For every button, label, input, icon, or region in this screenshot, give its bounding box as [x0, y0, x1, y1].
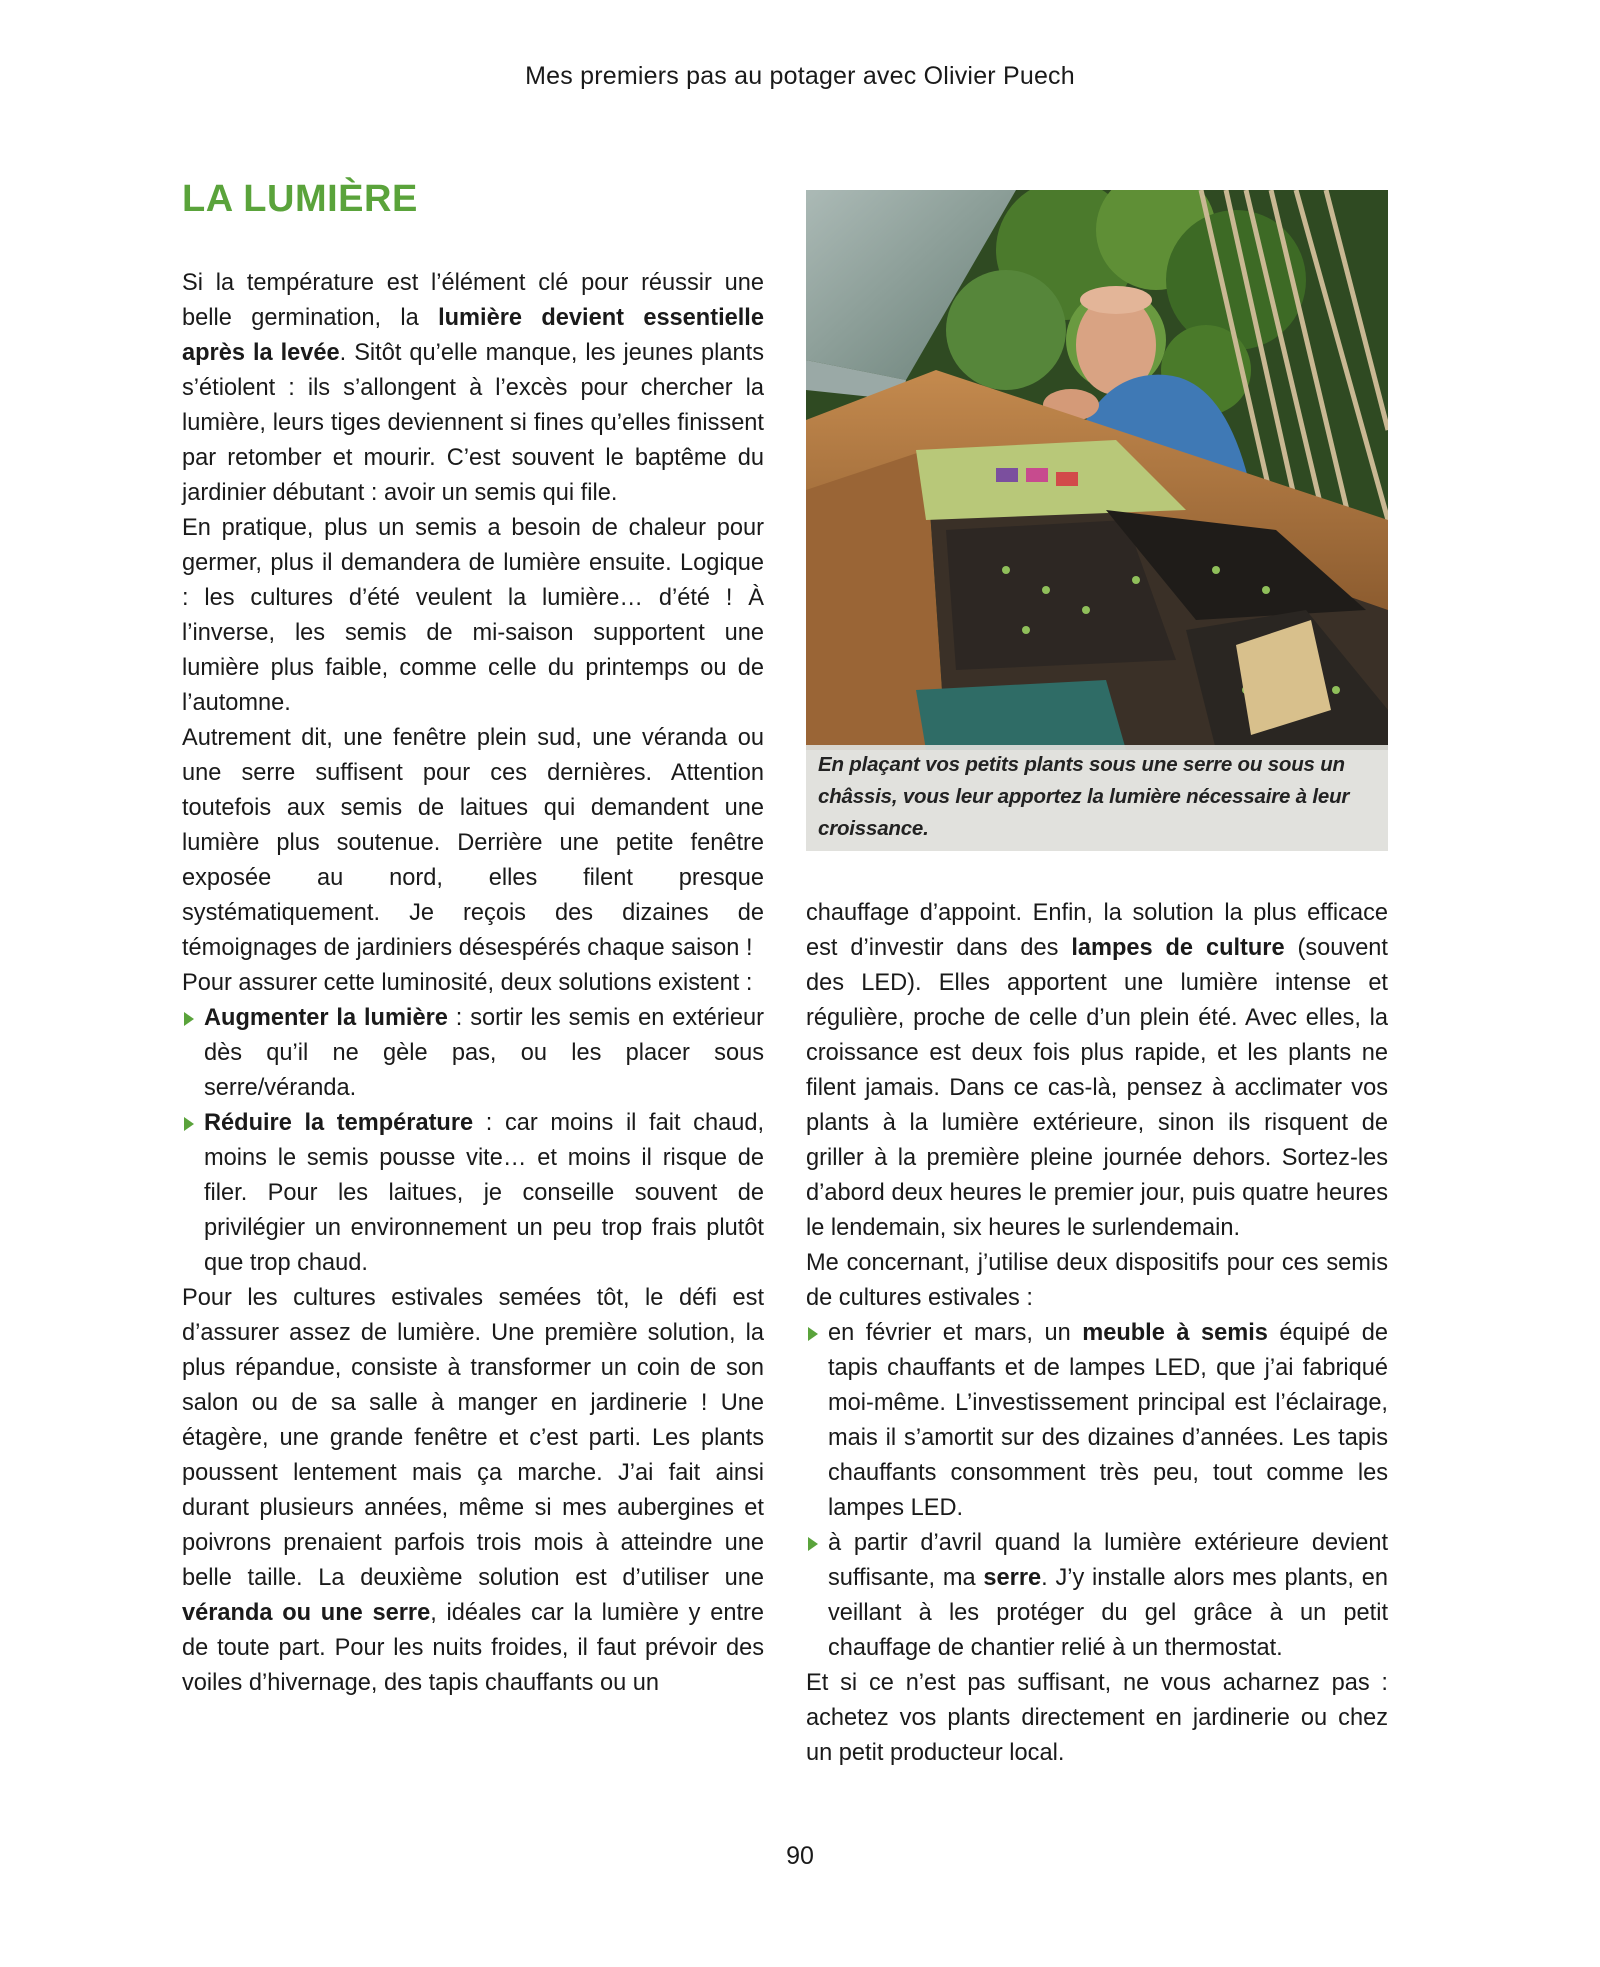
left-paragraph-5 — [182, 1281, 764, 1701]
bullet-item — [806, 1526, 1388, 1666]
section-title: LA LUMIÈRE — [182, 178, 418, 220]
bullet-triangle-icon — [184, 1012, 194, 1026]
bullet-triangle-icon — [808, 1327, 818, 1341]
right-paragraph-2: Me concernant, j’utilise deux dispositifs pour ces semis de cultures estivales : — [806, 1250, 1388, 1311]
photo-caption-box — [806, 745, 1388, 851]
text-run: en février et mars, un — [828, 1320, 1083, 1346]
bullet-item — [182, 1106, 764, 1281]
bold-run: lampes de culture — [1071, 935, 1285, 961]
photo-caption: En plaçant vos petits plants sous une serre ou sous un châssis, vous leur apportez la lumière nécessaire à leur croissance. — [818, 753, 1350, 840]
left-paragraph-3: Autrement dit, une fenêtre plein sud, une véranda ou une serre suffisent pour ces dernières. Attention toutefois aux semis de laitues qui demandent une lumière plus soutenue. Derrière une petite fenêtre exposée au nord, elles filent presque systématiquement. Je reçois des dizaines de témoignages de jardiniers désespérés chaque saison ! — [182, 725, 764, 961]
bold-run: serre — [983, 1565, 1042, 1591]
bullet-item — [182, 1001, 764, 1106]
bullet-triangle-icon — [184, 1117, 194, 1131]
text-run: : car moins il fait chaud, moins le semis pousse vite… et moins il risque de filer. Pour les laitues, je conseille souvent de privilégier un environnement un peu trop frais plutôt que trop chaud. — [204, 1110, 764, 1276]
gardener-photo — [806, 190, 1388, 750]
bold-run: véranda ou une serre — [182, 1600, 431, 1626]
left-column — [182, 266, 764, 1701]
running-head: Mes premiers pas au potager avec Olivier Puech — [525, 62, 1075, 90]
right-paragraph-1 — [806, 896, 1388, 1246]
bullet-triangle-icon — [808, 1537, 818, 1551]
text-run: Si la température est l’élément clé pour réussir une belle germination, la — [182, 270, 764, 331]
bold-run: Réduire la température — [204, 1110, 474, 1136]
right-paragraph-3: Et si ce n’est pas suffisant, ne vous acharnez pas : achetez vos plants directement en jardinerie ou chez un petit producteur local. — [806, 1670, 1388, 1766]
left-paragraph-2: En pratique, plus un semis a besoin de chaleur pour germer, plus il demandera de lumière ensuite. Logique : les cultures d’été veulent la lumière… d’été ! À l’inverse, les semis de mi-saison supportent une lumière plus faible, comme celle du printemps ou de l’automne. — [182, 515, 764, 716]
text-run: (souvent des LED). Elles apportent une lumière intense et régulière, proche de celle d’un plein été. Avec elles, la croissance est deux fois plus rapide, et les plants ne filent jamais. Dans ce cas-là, pensez à acclimater vos plants à la lumière extérieure, sinon ils risquent de griller à la première pleine journée dehors. Sortez-les d’abord deux heures le premier jour, puis quatre heures le lendemain, six heures le surlendemain. — [806, 935, 1388, 1241]
bold-run: meuble à semis — [1082, 1320, 1268, 1346]
text-run: Pour les cultures estivales semées tôt, le défi est d’assurer assez de lumière. Une première solution, la plus répandue, consiste à transformer un coin de son salon ou de sa salle à manger en jardinerie ! Une étagère, une grande fenêtre et c’est parti. Les plants poussent lentement mais ça marche. J’ai fait ainsi durant plusieurs années, même si mes aubergines et poivrons prenaient parfois trois mois à atteindre une belle taille. La deuxième solution est d’utiliser une — [182, 1285, 764, 1591]
page-number: 90 — [786, 1842, 814, 1870]
bullet-item — [806, 1316, 1388, 1526]
text-run: chauffage d’appoint. Enfin, la solution la plus efficace est d’investir dans des — [806, 900, 1388, 961]
bold-run: lumière devient essentielle après la levée — [182, 305, 764, 366]
bold-run: Augmenter la lumière — [204, 1005, 448, 1031]
text-run: , idéales car la lumière y entre de toute part. Pour les nuits froides, il faut prévoir des voiles d’hivernage, des tapis chauffants ou un — [182, 1600, 764, 1696]
right-column — [806, 896, 1388, 1771]
left-paragraph-1 — [182, 266, 764, 511]
text-run: . Sitôt qu’elle manque, les jeunes plants s’étiolent : ils s’allongent à l’excès pour chercher la lumière, leurs tiges deviennent si fines qu’elles finissent par retomber et mourir. C’est souvent le baptême du jardinier débutant : avoir un semis qui file. — [182, 340, 764, 506]
text-run: . J’y installe alors mes plants, en veillant à les protéger du gel grâce à un petit chauffage de chantier relié à un thermostat. — [828, 1565, 1388, 1661]
left-paragraph-4: Pour assurer cette luminosité, deux solutions existent : — [182, 970, 753, 996]
text-run: équipé de tapis chauffants et de lampes LED, que j’ai fabriqué moi-même. L’investissement principal est l’éclairage, mais il s’amortit sur des dizaines d’années. Les tapis chauffants consomment très peu, tout comme les lampes LED. — [828, 1320, 1388, 1521]
photo-illustration — [806, 190, 1388, 750]
text-run: : sortir les semis en extérieur dès qu’il ne gèle pas, ou les placer sous serre/véranda. — [204, 1005, 764, 1101]
text-run: à partir d’avril quand la lumière extérieure devient suffisante, ma — [828, 1530, 1388, 1591]
